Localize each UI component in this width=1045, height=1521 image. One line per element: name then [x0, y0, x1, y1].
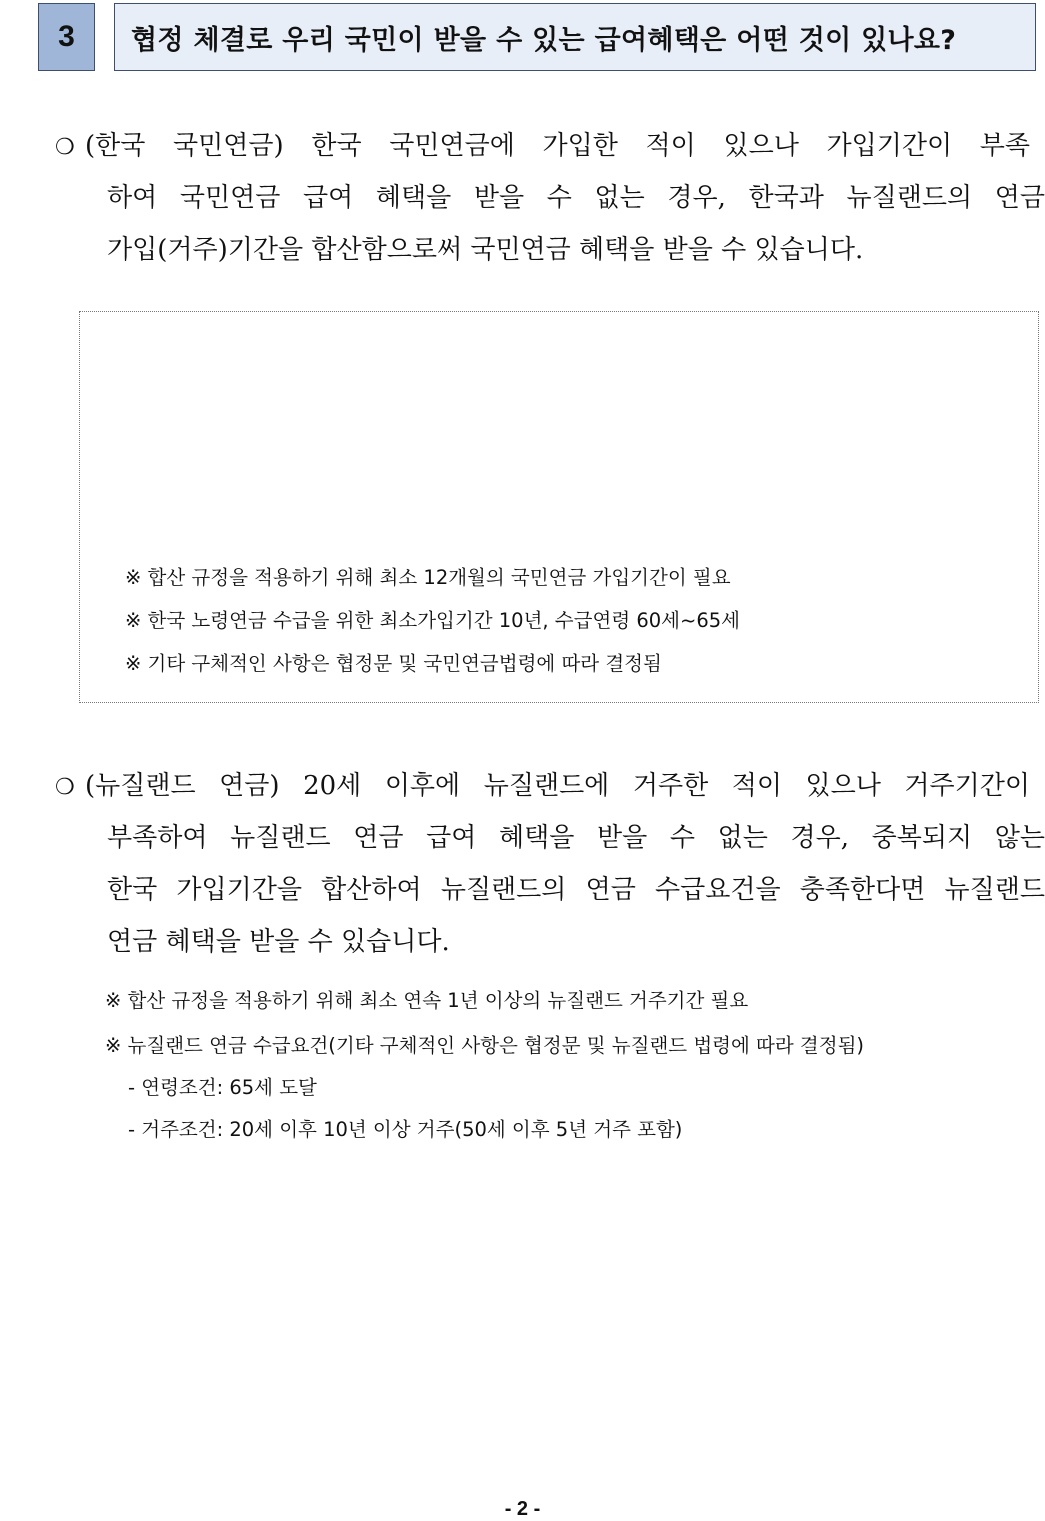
paragraph-line: 한국 가입기간을 합산하여 뉴질랜드의 연금 수급요건을 충족한다면 뉴질랜드: [107, 875, 1045, 905]
section-header: [38, 3, 1036, 75]
paragraph-line: 하여 국민연금 급여 혜택을 받을 수 없는 경우, 한국과 뉴질랜드의 연금: [107, 183, 1045, 213]
section-number: 3: [38, 3, 95, 71]
paragraph-line: [55, 760, 1045, 812]
section2-subitem: - 연령조건: 65세 도달: [128, 1076, 317, 1099]
paragraph-line: 가입(거주)기간을 합산함으로써 국민연금 혜택을 받을 수 있습니다.: [107, 235, 864, 265]
section2-note: ※ 뉴질랜드 연금 수급요건(기타 구체적인 사항은 협정문 및 뉴질랜드 법령에 따라 결정됨): [105, 1034, 865, 1057]
example-box: [79, 311, 1039, 703]
korea-pension-paragraph: [55, 120, 1045, 276]
circle-bullet-icon: ❍: [55, 135, 75, 160]
page-number: - 2 -: [504, 1498, 541, 1520]
paragraph-line: 부족하여 뉴질랜드 연금 급여 혜택을 받을 수 없는 경우, 중복되지 않는: [107, 823, 1045, 853]
circle-bullet-icon: ❍: [55, 775, 75, 800]
section2-subitem: - 거주조건: 20세 이후 10년 이상 거주(50세 이후 5년 거주 포함): [128, 1118, 683, 1141]
paragraph-line: 연금 혜택을 받을 수 있습니다.: [107, 927, 450, 957]
section-title: 협정 체결로 우리 국민이 받을 수 있는 급여혜택은 어떤 것이 있나요?: [114, 3, 1036, 71]
newzealand-pension-paragraph: [55, 760, 1045, 968]
paragraph-text: (한국 국민연금) 한국 국민연금에 가입한 적이 있으나 가입기간이 부족: [85, 131, 1030, 161]
paragraph-text: (뉴질랜드 연금) 20세 이후에 뉴질랜드에 거주한 적이 있으나 거주기간이: [85, 771, 1030, 801]
paragraph-line: [55, 120, 1045, 172]
section2-note: ※ 합산 규정을 적용하기 위해 최소 연속 1년 이상의 뉴질랜드 거주기간 필요: [105, 989, 749, 1012]
example-note: ※ 합산 규정을 적용하기 위해 최소 12개월의 국민연금 가입기간이 필요: [125, 566, 731, 589]
example-note: ※ 한국 노령연금 수급을 위한 최소가입기간 10년, 수급연령 60세~65세: [125, 609, 740, 632]
example-note: ※ 기타 구체적인 사항은 협정문 및 국민연금법령에 따라 결정됨: [125, 652, 662, 675]
